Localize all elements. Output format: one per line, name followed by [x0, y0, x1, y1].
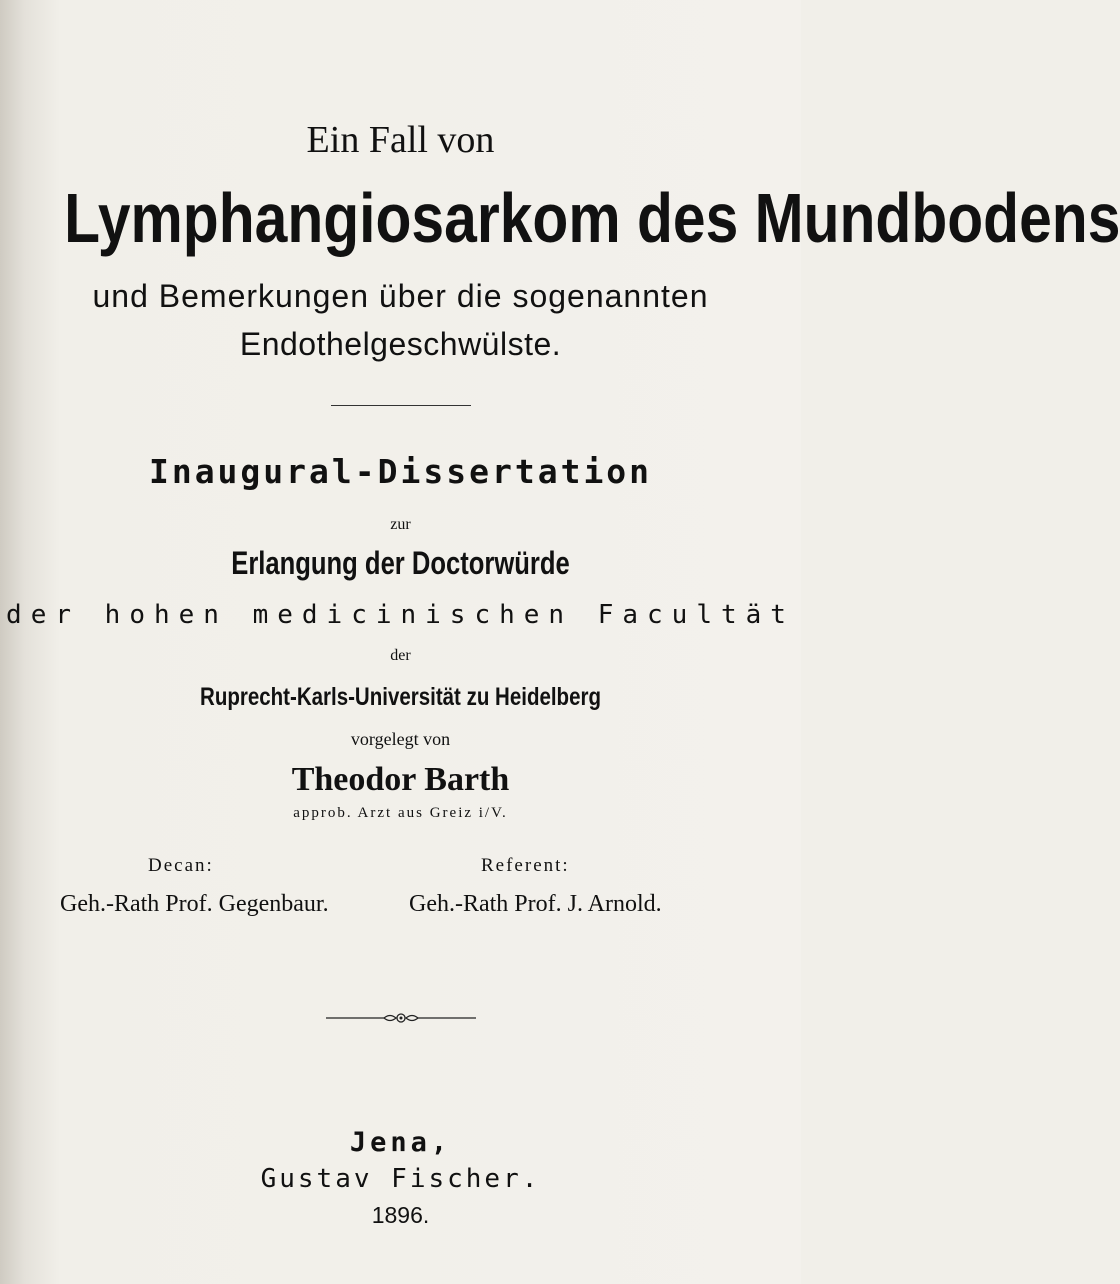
submitted-by-text: vorgelegt von [350, 729, 451, 749]
publisher-text: Gustav Fischer. [260, 1164, 541, 1194]
author-info: approb. Arzt aus Greiz i/V. [293, 805, 508, 821]
decan-label: Decan: [148, 855, 214, 876]
year-text: 1896. [371, 1202, 430, 1228]
dissertation-heading: Inaugural-Dissertation [148, 452, 653, 491]
main-title: Lymphangiosarkom des Mundbodens [64, 179, 1120, 257]
divider-rule [331, 405, 471, 406]
decan-name: Geh.-Rath Prof. Gegenbaur. [60, 891, 329, 917]
referent-label: Referent: [481, 855, 570, 876]
subtitle-line-1: und Bemerkungen über die sogenannten [92, 278, 709, 314]
ornament-divider [326, 1012, 476, 1024]
zur-text: zur [390, 516, 411, 533]
purpose-text: Erlangung der Doctorwürde [231, 545, 570, 581]
place-text: Jena, [349, 1127, 452, 1158]
university-text: Ruprecht-Karls-Universität zu Heidelberg [200, 683, 601, 711]
faculty-text: der hohen medicinischen Facultät [6, 600, 795, 630]
title-line-ein-fall: Ein Fall von [306, 119, 495, 161]
author-name: Theodor Barth [291, 761, 510, 798]
der-text: der [390, 647, 411, 664]
subtitle-line-2: Endothelgeschwülste. [239, 326, 562, 362]
referent-name: Geh.-Rath Prof. J. Arnold. [409, 891, 662, 917]
